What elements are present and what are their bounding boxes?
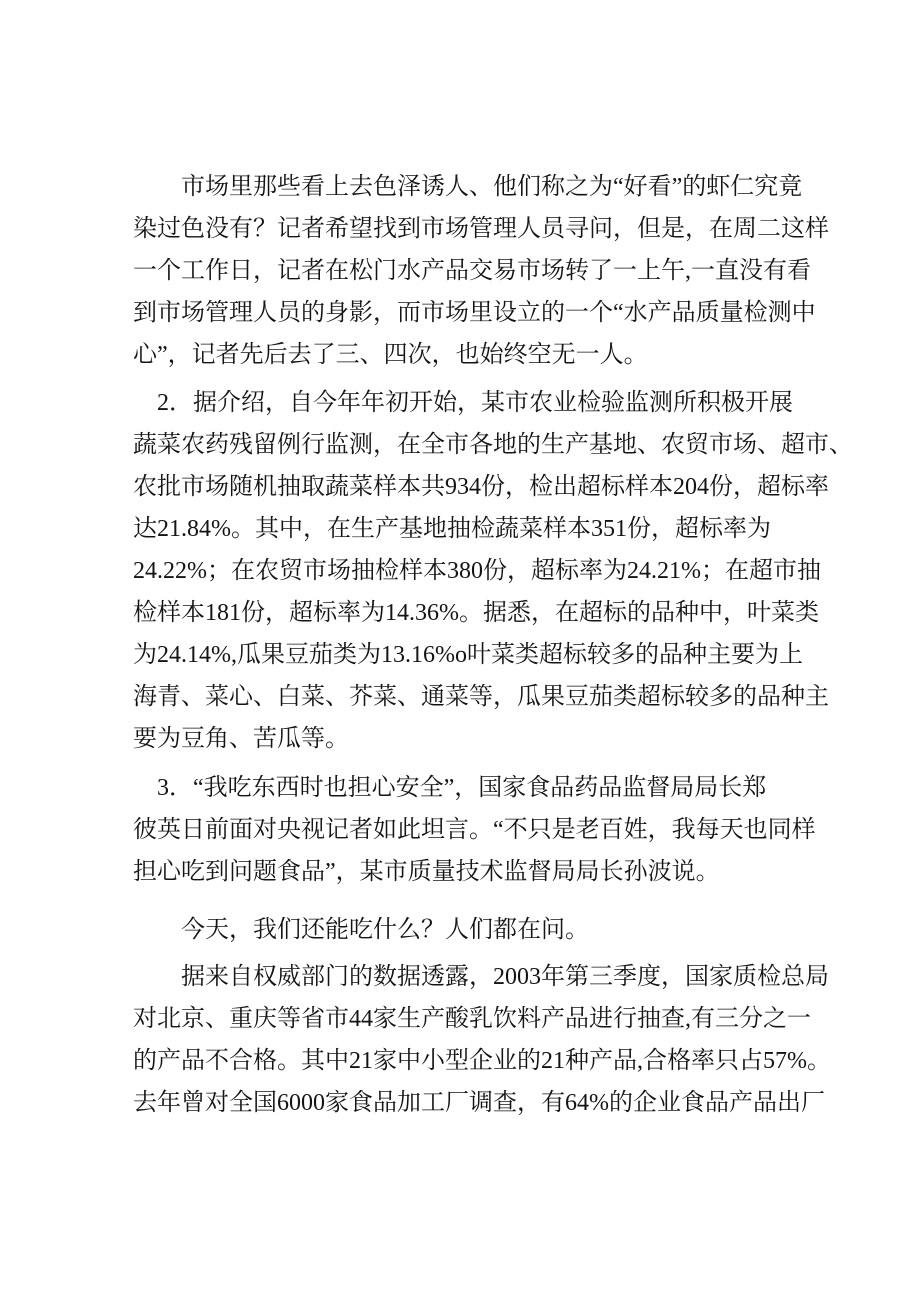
text-line: 检样本181份，超标率为14.36%。据悉，在超标的品种中，叶菜类: [133, 600, 819, 626]
text-line: 今天，我们还能吃什么？人们都在问。: [181, 917, 589, 943]
text-line: 担心吃到问题食品”，某市质量技术监督局局长孙波说。: [133, 859, 720, 885]
paragraph: [133, 166, 833, 376]
paragraph: [133, 382, 853, 760]
text-line: 据来自权威部门的数据透露，2003年第三季度，国家质检总局: [181, 964, 829, 990]
document-body: [133, 166, 853, 1124]
text-line: 市场里那些看上去色泽诱人、他们称之为“好看”的虾仁究竟: [181, 174, 803, 200]
paragraph: [133, 767, 833, 893]
text-line: 要为豆角、苦瓜等。: [133, 726, 349, 752]
text-line: 染过色没有？记者希望找到市场管理人员寻问，但是，在周二这样: [133, 216, 829, 242]
text-line: 达21.84%。其中，在生产基地抽检蔬菜样本351份，超标率为: [133, 516, 771, 542]
paragraph: [133, 909, 833, 951]
text-line: 海青、菜心、白菜、芥菜、通菜等，瓜果豆茄类超标较多的品种主: [133, 684, 829, 710]
text-line: 蔬菜农药残留例行监测，在全市各地的生产基地、农贸市场、超市、: [133, 432, 853, 458]
text-line: 的产品不合格。其中21家中小型企业的21种产品,合格率只占57%。: [133, 1048, 831, 1074]
text-line: 一个工作日，记者在松门水产品交易市场转了一上午,一直没有看: [133, 258, 811, 284]
text-line: 农批市场随机抽取蔬菜样本共934份，检出超标样本204份，超标率: [133, 474, 829, 500]
text-line: 心”，记者先后去了三、四次，也始终空无一人。: [133, 342, 648, 368]
text-line: 为24.14%,瓜果豆茄类为13.16%o叶菜类超标较多的品种主要为上: [133, 642, 803, 668]
text-line: 彼英日前面对央视记者如此坦言。“不只是老百姓，我每天也同样: [133, 817, 816, 843]
text-line: 到市场管理人员的身影，而市场里设立的一个“水产品质量检测中: [133, 300, 816, 326]
paragraph: [133, 956, 833, 1124]
text-line: 2．据介绍，自今年年初开始，某市农业检验监测所积极开展: [157, 390, 793, 416]
text-line: 去年曾对全国6000家食品加工厂调查，有64%的企业食品产品出厂: [133, 1090, 825, 1116]
text-line: 3．“我吃东西时也担心安全”，国家食品药品监督局局长郑: [157, 775, 767, 801]
text-line: 24.22%；在农贸市场抽检样本380份，超标率为24.21%；在超市抽: [133, 558, 821, 584]
text-line: 对北京、重庆等省市44家生产酸乳饮料产品进行抽查,有三分之一: [133, 1006, 811, 1032]
